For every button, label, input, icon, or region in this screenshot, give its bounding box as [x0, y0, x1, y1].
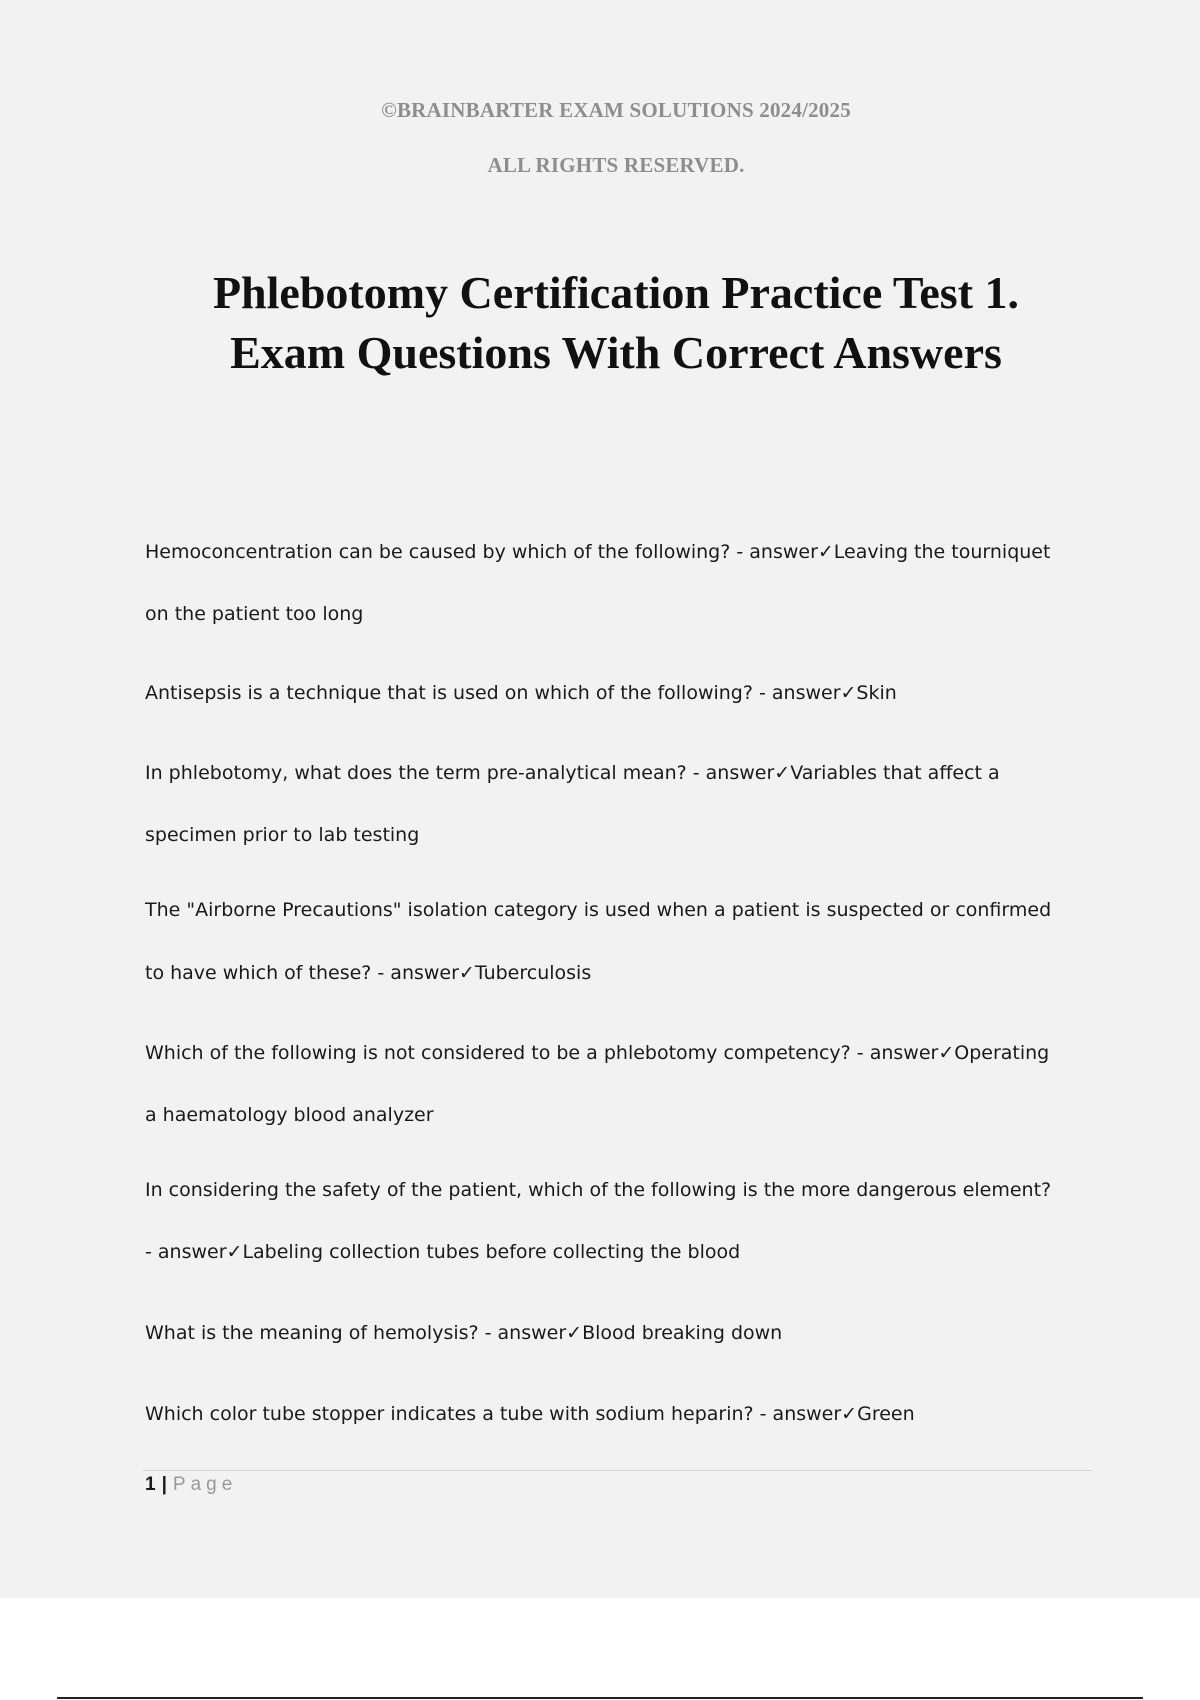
qa-line: Antisepsis is a technique that is used on which of the following? - answer✓Skin [145, 682, 897, 704]
qa-line: What is the meaning of hemolysis? - answer✓Blood breaking down [145, 1322, 783, 1344]
rights-header: ALL RIGHTS RESERVED. [487, 153, 745, 177]
qa-line: - answer✓Labeling collection tubes before collecting the blood [145, 1241, 741, 1263]
qa-line: to have which of these? - answer✓Tuberculosis [145, 962, 592, 984]
qa-line: specimen prior to lab testing [145, 824, 420, 846]
document-title-line-2: Exam Questions With Correct Answers [230, 327, 1002, 378]
footer-divider [143, 1470, 1092, 1471]
qa-line: Which of the following is not considered to be a phlebotomy competency? - answer✓Operating [145, 1042, 1050, 1064]
qa-line: a haematology blood analyzer [145, 1104, 434, 1126]
qa-line: Which color tube stopper indicates a tube with sodium heparin? - answer✓Green [145, 1403, 915, 1425]
document-title-line-1: Phlebotomy Certification Practice Test 1. [212, 267, 1020, 318]
qa-line: on the patient too long [145, 603, 364, 625]
qa-line: Hemoconcentration can be caused by which of the following? - answer✓Leaving the tourniquet [145, 541, 1051, 563]
page-number: 1 [145, 1474, 156, 1495]
copyright-header: ©BRAINBARTER EXAM SOLUTIONS 2024/2025 [381, 98, 851, 122]
qa-line: The "Airborne Precautions" isolation category is used when a patient is suspected or confirmed [145, 899, 1052, 921]
qa-line: In phlebotomy, what does the term pre-analytical mean? - answer✓Variables that affect a [145, 762, 1000, 784]
page-number-footer [145, 1474, 237, 1496]
bottom-divider [57, 1697, 1143, 1699]
page-separator: | [161, 1474, 167, 1495]
page-label: Page [172, 1474, 238, 1495]
qa-line: In considering the safety of the patient, which of the following is the more dangerous element? [145, 1179, 1052, 1201]
